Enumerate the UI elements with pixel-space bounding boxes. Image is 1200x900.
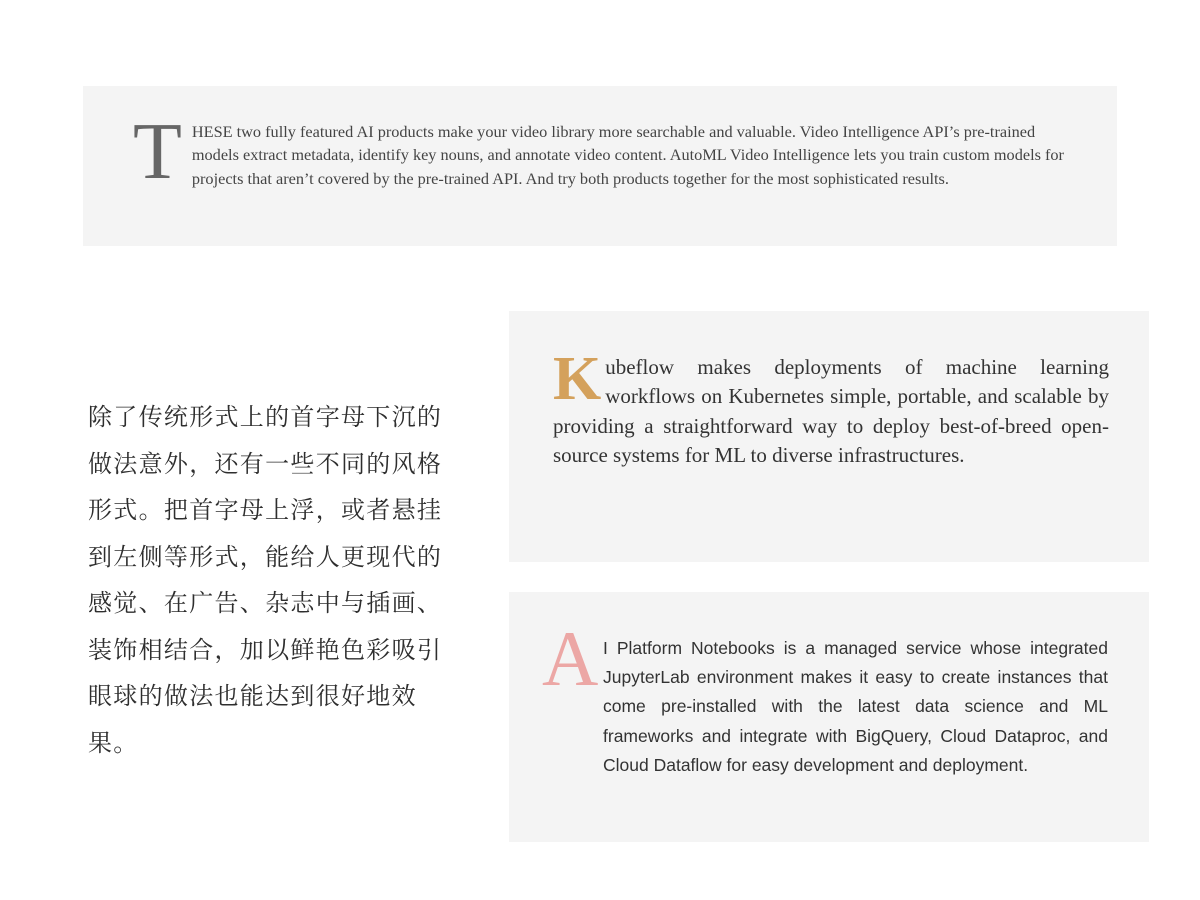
intro-drop-cap: T <box>133 108 182 196</box>
chinese-description: 除了传统形式上的首字母下沉的做法意外，还有一些不同的风格形式。把首字母上浮，或者悬挂到左侧等形式，能给人更现代的感觉、在广告、杂志中与插画、装饰相结合，加以鲜艳色彩吸引眼球的做法也能达到很好地效果。 <box>88 403 443 757</box>
intro-card <box>83 86 1117 246</box>
kubeflow-drop-cap: K <box>553 345 602 413</box>
intro-paragraph <box>131 108 1071 196</box>
ai-platform-card <box>509 592 1149 842</box>
kubeflow-body-text: ubeflow makes deployments of machine learning workflows on Kubernetes simple, portable, and scalable by providing a straightforward way to deploy best-of-breed open-source systems for ML to diverse infrastructures. <box>553 355 1109 467</box>
kubeflow-card <box>509 311 1149 562</box>
ai-platform-drop-cap: A <box>542 615 599 702</box>
ai-platform-body-text: I Platform Notebooks is a managed service whose integrated JupyterLab environment makes it easy to create instances that come pre-installed with the latest data science and ML frameworks and integrate with BigQuery, Cloud Dataproc, and Cloud Dataflow for easy development and deployment. <box>603 638 1108 775</box>
kubeflow-paragraph <box>553 345 1109 470</box>
intro-body-text: HESE two fully featured AI products make your video library more searchable and valuable. Video Intelligence API’s pre-trained models extract metadata, identify key nouns, and annotate video content. AutoML Video Intelligence lets you train custom models for projects that aren’t covered by the pre-trained API. And try both products together for the most sophisticated results. <box>191 122 1064 188</box>
